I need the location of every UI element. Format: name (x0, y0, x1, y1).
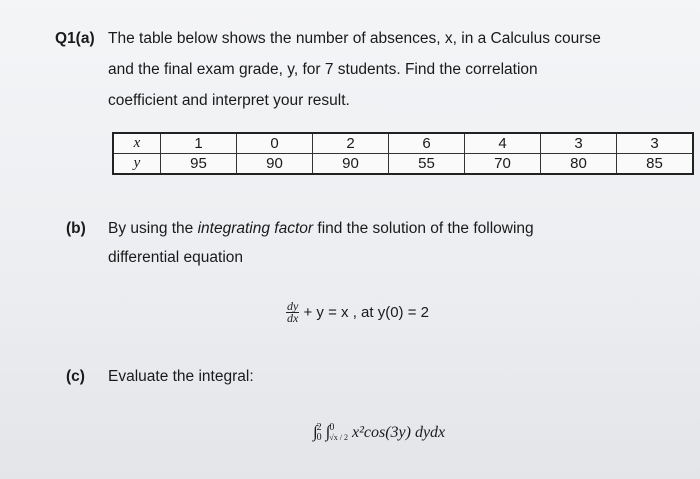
inner-integral-sign: ∫ (325, 422, 331, 441)
x-cell: 6 (389, 133, 465, 154)
dy-dx-fraction (286, 301, 299, 324)
x-cell: 0 (237, 133, 313, 154)
q1b-line1-pre: By using the (108, 220, 198, 237)
q1a-line3: coefficient and interpret your result. (108, 92, 350, 109)
q1b-line2: differential equation (108, 249, 244, 266)
y-cell: 90 (313, 154, 389, 175)
y-cell: 95 (161, 154, 237, 175)
table-row-x (113, 133, 693, 154)
q1b-line1-emphasis: integrating factor (197, 220, 314, 237)
y-cell: 90 (237, 154, 313, 175)
q1b-line1 (108, 220, 534, 238)
integrand: x²cos(3y) dydx (351, 424, 446, 441)
q1c-label: (c) (66, 368, 85, 385)
y-cell: 55 (389, 154, 465, 175)
absences-grades-table (112, 132, 694, 175)
initial-condition: y(0) = 2 (377, 304, 429, 321)
y-cell: 85 (617, 154, 694, 175)
x-cell: 3 (617, 133, 694, 154)
outer-integral-sign: ∫ (313, 422, 318, 441)
fraction-numerator: dy (287, 299, 299, 313)
q1b-label: (b) (66, 220, 86, 237)
inner-lower-limit: √x / 2 (329, 433, 348, 443)
x-cell: 2 (313, 133, 389, 154)
row-y-label: y (113, 154, 161, 175)
row-x-label: x (113, 133, 161, 154)
q1a-line1: The table below shows the number of absences, x, in a Calculus course (108, 30, 601, 47)
x-cell: 3 (541, 133, 617, 154)
differential-equation (286, 301, 429, 324)
y-cell: 70 (465, 154, 541, 175)
double-integral (313, 422, 445, 443)
fraction-denominator: dx (287, 311, 299, 325)
q1b-line1-post: find the solution of the following (313, 220, 534, 237)
outer-limits (317, 423, 322, 443)
equation-body: + y = x , at (303, 304, 374, 321)
x-cell: 4 (465, 133, 541, 154)
q1a-line2: and the final exam grade, y, for 7 students. Find the correlation (108, 61, 538, 78)
inner-limits (329, 423, 348, 443)
q1c-text: Evaluate the integral: (108, 368, 254, 385)
outer-upper-limit: 2 (316, 422, 322, 434)
inner-upper-limit: 0 (329, 422, 335, 434)
table-row-y (113, 154, 693, 175)
outer-lower-limit: 0 (316, 432, 322, 444)
q1a-label: Q1(a) (55, 30, 95, 47)
x-cell: 1 (161, 133, 237, 154)
y-cell: 80 (541, 154, 617, 175)
